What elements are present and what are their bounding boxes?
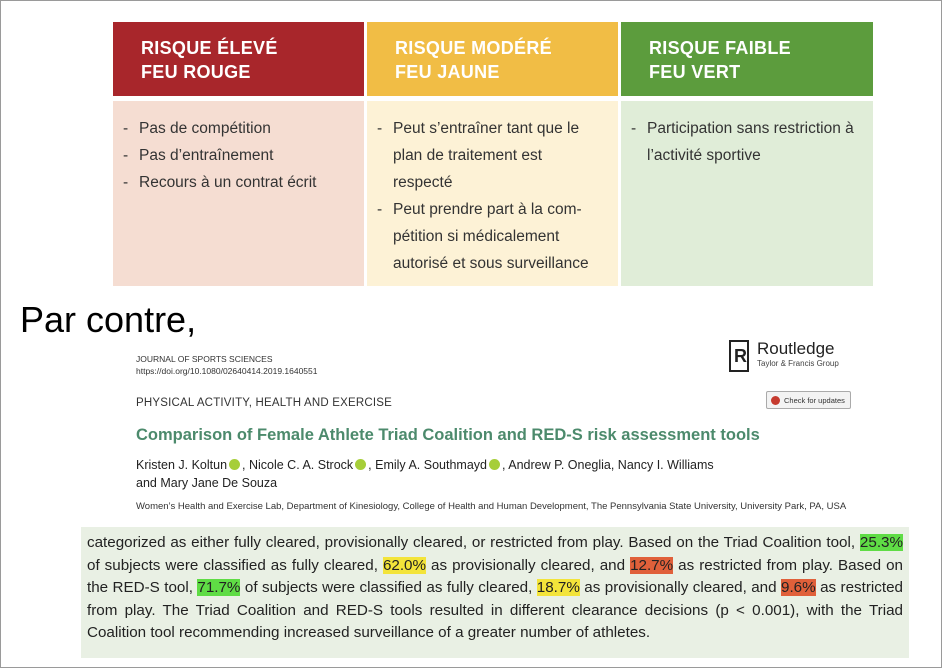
highlight-value: 12.7% [630,556,674,574]
list-item: - Pas de compétition [123,115,354,142]
list-item: - Pas d’entraînement [123,142,354,169]
publisher-name: Routledge [757,339,835,358]
crossmark-icon [771,396,780,405]
doi-link[interactable]: https://doi.org/10.1080/02640414.2019.1640551 [136,366,318,376]
list-item: - Peut prendre part à la com-pétition si médicalement autorisé et sous surveillance [377,196,604,277]
author: Kristen J. Koltun [136,458,228,472]
abstract-text: as provisionally cleared, and [426,556,631,574]
list-item: - Peut s’entraîner tant que le plan de traitement est respecté [377,115,604,196]
risk-subtitle: FEU VERT [649,62,741,82]
orcid-icon[interactable] [229,459,240,470]
abstract-text: of subjects were classified as fully cleared, [87,556,383,574]
check-updates-button[interactable] [766,391,851,409]
risk-title: RISQUE ÉLEVÉ [141,38,278,58]
risk-subtitle: FEU ROUGE [141,62,251,82]
author: Andrew P. Oneglia, Nancy I. Williams [508,458,714,472]
author: Emily A. Southmayd [375,458,487,472]
author: Nicole C. A. Strock [248,458,354,472]
abstract-text: as restricted from play. The Triad Coalition and RED-S tools resulted in different clearance decisions (p < 0.001), with the Triad Coalition tool recommending increased surveillance of a greater number of athletes. [87,579,904,641]
article-section: PHYSICAL ACTIVITY, HEALTH AND EXERCISE [136,397,392,409]
author: and Mary Jane De Souza [136,476,278,490]
orcid-icon[interactable] [355,459,366,470]
risk-column-high [113,22,364,286]
routledge-logo-icon [729,340,749,372]
highlight-value: 25.3% [859,534,903,551]
risk-title: RISQUE MODÉRÉ [395,38,552,58]
risk-body-moderate [367,101,618,286]
abstract-text: of subjects were classified as fully cleared, [240,579,537,596]
journal-info [136,353,318,377]
publisher-subtitle: Taylor & Francis Group [757,359,839,368]
abstract-text: as restricted from play. Based on the RED-S tool, [87,556,903,596]
risk-column-moderate [367,22,618,286]
orcid-icon[interactable] [489,459,500,470]
list-item: - Participation sans restriction à l’activité sportive [631,115,863,169]
author-list: Kristen J. Koltun , Nicole C. A. Strock , Emily A. Southmayd , Andrew P. Oneglia, Nancy I. Williams and Mary Jane De Souza [136,458,714,490]
highlight-value: 71.7% [197,579,241,596]
highlight-value: 62.0% [382,556,427,574]
slide-heading: Par contre, [20,299,197,340]
risk-body-high [113,101,364,286]
article-title: Comparison of Female Athlete Triad Coalition and RED-S risk assessment tools [136,426,760,444]
risk-body-low [621,101,873,286]
risk-header-low [621,22,873,96]
check-updates-label: Check for updates [784,395,845,405]
abstract-text: as provisionally cleared, and [579,579,782,596]
highlight-value: 18.7% [536,579,580,596]
abstract-text: categorized as either fully cleared, provisionally cleared, or restricted from play. Based on the Triad Coalition tool, [87,534,860,551]
risk-header-moderate [367,22,618,96]
risk-column-low [621,22,873,286]
affiliation: Women’s Health and Exercise Lab, Department of Kinesiology, College of Health and Human Development, The Pennsylvania State University, University Park, PA, USA [136,501,847,512]
journal-name: JOURNAL OF SPORTS SCIENCES [136,354,273,364]
list-item: - Recours à un contrat écrit [123,169,354,196]
highlight-value: 9.6% [781,579,816,596]
risk-subtitle: FEU JAUNE [395,62,500,82]
risk-header-high [113,22,364,96]
risk-title: RISQUE FAIBLE [649,38,791,58]
publisher-logo [729,340,839,372]
abstract-excerpt [81,527,909,658]
